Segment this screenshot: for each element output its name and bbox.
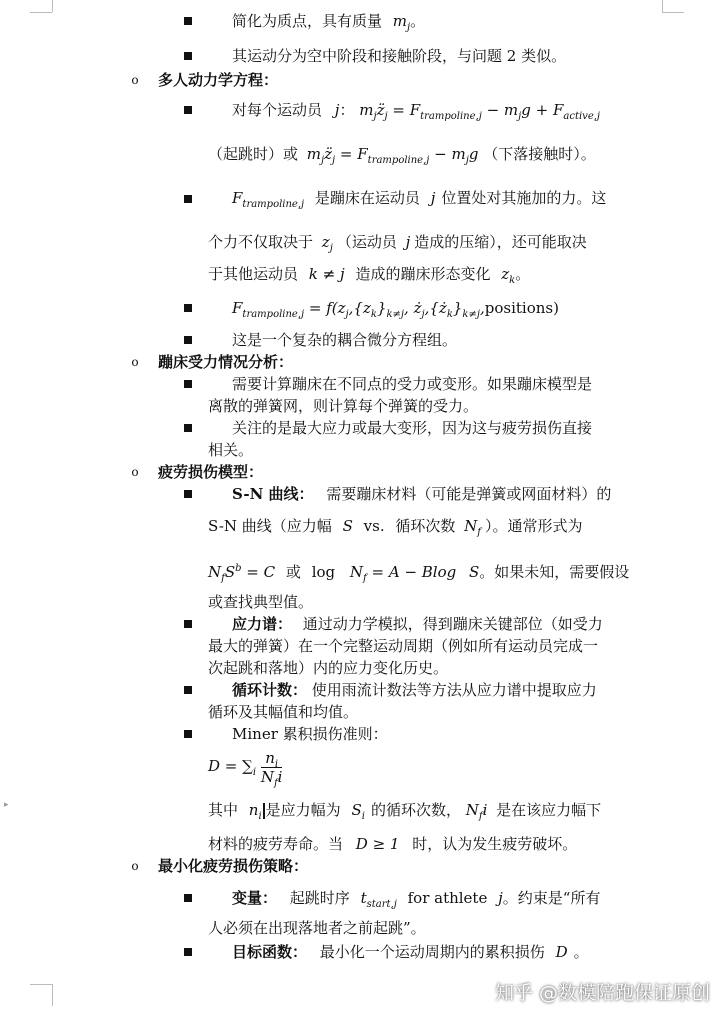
text: log: [311, 563, 336, 581]
text: 材料的疲劳寿命。当: [208, 835, 344, 853]
bullet-square: [184, 424, 192, 432]
bullet-square: [184, 948, 192, 956]
text-line: 次起跳和落地）内的应力变化历史。: [208, 659, 449, 677]
sub-j: j: [407, 22, 411, 33]
bullet-square: [184, 894, 192, 902]
text: （运动员: [336, 233, 397, 251]
text: 或: [285, 563, 301, 581]
crop-mark-top-left: [52, 0, 53, 12]
bullet-circle: o: [131, 73, 139, 87]
bullet-square: [184, 620, 192, 628]
margin-arrow-icon: ▸: [4, 800, 9, 810]
label: 循环计数：: [232, 681, 308, 699]
text: 简化为质点，具有质量: [232, 12, 383, 30]
text-line: 这是一个复杂的耦合微分方程组。: [232, 331, 458, 349]
text: S-N 曲线（应力幅: [208, 517, 332, 535]
bullet-square: [184, 380, 192, 388]
text-line: 最大的弹簧）在一个完整运动周期（例如所有运动员完成一: [208, 637, 599, 655]
section-heading: 多人动力学方程：: [158, 71, 279, 89]
text: 通过动力学模拟，得到蹦床关键部位（如受力: [302, 615, 603, 633]
text: 需要蹦床材料（可能是弹簧或网面材料）的: [326, 485, 612, 503]
bullet-square: [184, 686, 192, 694]
text: 使用雨流计数法等方法从应力谱中提取应力: [311, 681, 597, 699]
text: 起跳时序: [289, 889, 350, 907]
text-line: 材料的疲劳寿命。当 D ≥ 1 时，认为发生疲劳破坏。: [208, 835, 578, 853]
equation-line: 对每个运动员 j： $m_jz̈_j = F_{trampoline,j} - m_jg + F_{active,j}$: [232, 101, 601, 122]
bullet-square: [184, 304, 192, 312]
text: （下落接触时）。: [483, 145, 596, 163]
label: 应力谱：: [232, 615, 293, 633]
text: 造成的蹦床形态变化: [355, 265, 491, 283]
text: 。: [573, 943, 589, 961]
text: 是应力幅为: [265, 801, 341, 819]
text-line: 关注的是最大应力或最大变形，因为这与疲劳损伤直接: [232, 419, 593, 437]
crop-mark-bottom-left-h: [30, 984, 52, 985]
text: 个力不仅取决于: [208, 233, 314, 251]
text: positions: [484, 299, 554, 317]
text: 对每个运动员: [232, 101, 323, 119]
text: 于其他运动员: [208, 265, 299, 283]
section-heading: 蹦床受力情况分析：: [158, 353, 294, 371]
text: 是在该应力幅下: [496, 801, 602, 819]
text-line: [232, 11, 425, 31]
section-heading: 疲劳损伤模型：: [158, 463, 264, 481]
bullet-square: [184, 336, 192, 344]
bullet-circle: o: [131, 465, 139, 479]
watermark: 知乎 @数模陪跑保证原创: [494, 982, 710, 1004]
text: （起跳时）或: [208, 145, 299, 163]
text-line: 个力不仅取决于 $z_j$ （运动员 j 造成的压缩），还可能取决: [208, 233, 587, 254]
text: 最小化一个运动周期内的累积损伤: [319, 943, 545, 961]
text: 时，认为发生疲劳破坏。: [412, 835, 578, 853]
text-line: 变量： 起跳时序 $t_{start,j}$ for athlete j。约束是“所有: [232, 889, 601, 910]
var-j: j: [430, 189, 436, 207]
section-heading: 最小化疲劳损伤策略：: [158, 857, 309, 875]
equation-line: （起跳时）或 $m_jz̈_j = F_{trampoline,j} - m_jg$ （下落接触时）。: [208, 145, 596, 166]
var-j: j: [405, 233, 411, 251]
text-line: 需要计算蹦床在不同点的受力或变形。如果蹦床模型是: [232, 375, 593, 393]
bullet-square: [184, 17, 192, 25]
text-line: Miner 累积损伤准则：: [232, 725, 388, 743]
text-line: 目标函数： 最小化一个运动周期内的累积损伤 D 。: [232, 943, 589, 961]
text: 。: [410, 12, 426, 30]
text-line: 于其他运动员 k ≠ j 造成的蹦床形态变化 $z_k$。: [208, 265, 531, 286]
equation-line: $N_fS^b = C$ 或 $\log N_f = A - Blog$ S。如果未知，需要假设: [208, 563, 630, 584]
bullet-square: [184, 730, 192, 738]
var-m: m: [392, 12, 408, 30]
text: 造成的压缩），还可能取决: [414, 233, 587, 251]
bullet-square: [184, 195, 192, 203]
crop-mark-top-right: [662, 0, 663, 12]
label: S-N 曲线：: [232, 485, 314, 503]
text-line: [232, 484, 611, 504]
text-cursor: [263, 803, 265, 819]
text-line: 人必须在出现落地者之前起跳”。: [208, 919, 426, 937]
text: 是蹦床在运动员: [314, 189, 420, 207]
text: Blog: [421, 563, 457, 581]
label: 目标函数：: [232, 943, 308, 961]
text: 其中: [208, 801, 239, 819]
bullet-square: [184, 52, 192, 60]
text-line: 其中 $n_i$ 是应力幅为 $S_i$ 的循环次数， $N_fi$ 是在该应力幅下: [208, 801, 602, 822]
bullet-circle: o: [131, 859, 139, 873]
text: 位置处对其施加的力。这: [441, 189, 607, 207]
label: 变量：: [232, 889, 278, 907]
text-line: $F_{trampoline,j}$ 是蹦床在运动员 j 位置处对其施加的力。这: [232, 189, 607, 210]
bullet-square: [184, 490, 192, 498]
text: 。如果未知，需要假设: [479, 563, 630, 581]
var-j: j: [334, 101, 340, 119]
bullet-square: [184, 106, 192, 114]
crop-mark-top-left-h: [30, 12, 52, 13]
text: 。约束是“所有: [502, 889, 601, 907]
crop-mark-top-right-h: [662, 12, 684, 13]
text-line: 或查找典型值。: [208, 593, 314, 611]
text-line: 离散的弹簧网，则计算每个弹簧的受力。: [208, 397, 479, 415]
text-line: [232, 614, 603, 634]
text-line: 相关。: [208, 441, 254, 459]
text: for athlete: [407, 889, 488, 907]
text-line: 循环及其幅值和均值。: [208, 703, 359, 721]
crop-mark-bottom-left: [52, 984, 53, 1006]
bullet-circle: o: [131, 355, 139, 369]
text: 循环次数: [395, 517, 456, 535]
text-line: S-N 曲线（应力幅 S vs. 循环次数 $N_f$ ）。通常形式为: [208, 517, 583, 538]
equation-line: $F_{trampoline,j} = f(z_j,\{z_k\}_{k\ne j}$, $ż_j,\{ż_k\}_{k\ne j},positions$): [232, 299, 559, 320]
text: ）。通常形式为: [485, 517, 583, 535]
equation-line: $D = \sum_i$ $\frac{n_i}{N_fi}$: [208, 748, 283, 789]
text-line: [232, 680, 597, 700]
fraction: $\frac{n_i}{N_fi}$: [260, 748, 283, 789]
text: vs.: [363, 517, 385, 535]
text: 的循环次数，: [370, 801, 461, 819]
text-line: 其运动分为空中阶段和接触阶段，与问题 2 类似。: [232, 47, 567, 65]
